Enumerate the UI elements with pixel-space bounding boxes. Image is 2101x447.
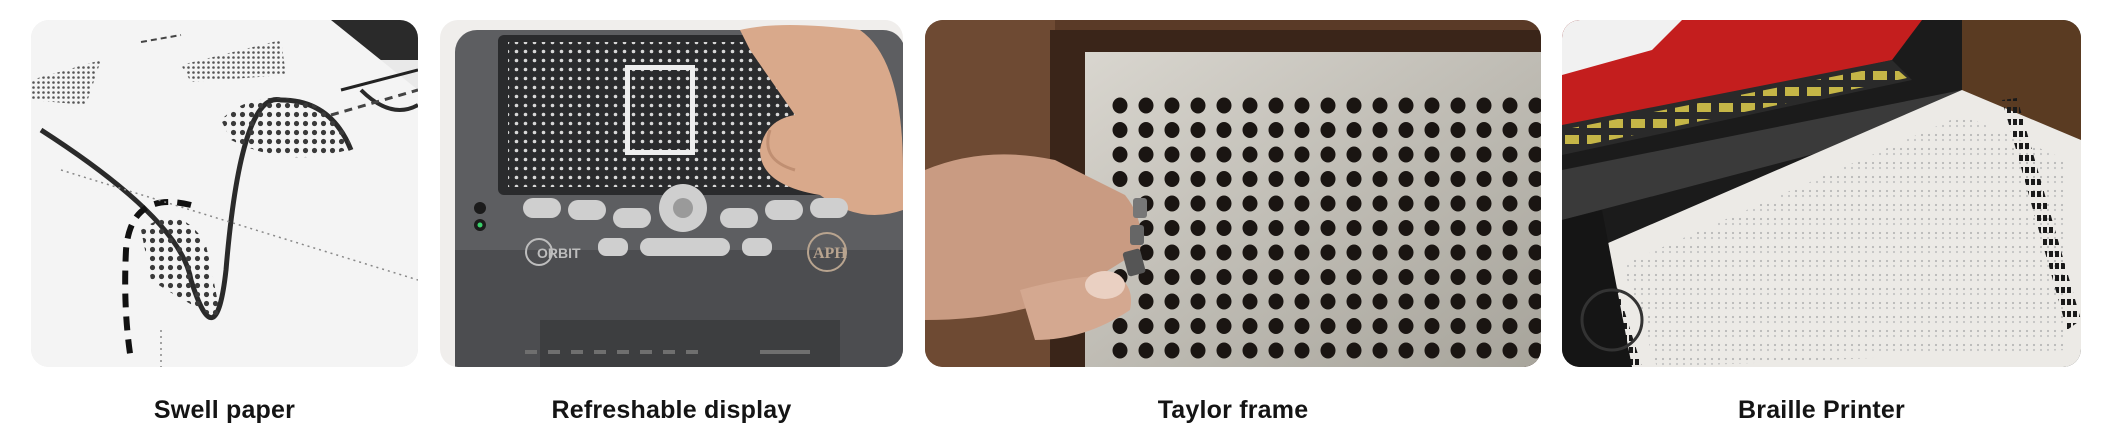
swell-paper-image: [31, 20, 418, 367]
refreshable-display-image: [440, 20, 903, 367]
caption-taylor-frame: Taylor frame: [1157, 396, 1309, 424]
taylor-frame-image: [925, 20, 1541, 367]
aph-logo: APH: [813, 245, 847, 262]
caption-swell-paper: Swell paper: [153, 396, 296, 424]
braille-printer-image: [1562, 20, 2081, 367]
caption-braille-printer: Braille Printer: [1738, 396, 1905, 424]
orbit-logo: ORBIT: [537, 245, 581, 261]
caption-refreshable-display: Refreshable display: [551, 396, 792, 424]
